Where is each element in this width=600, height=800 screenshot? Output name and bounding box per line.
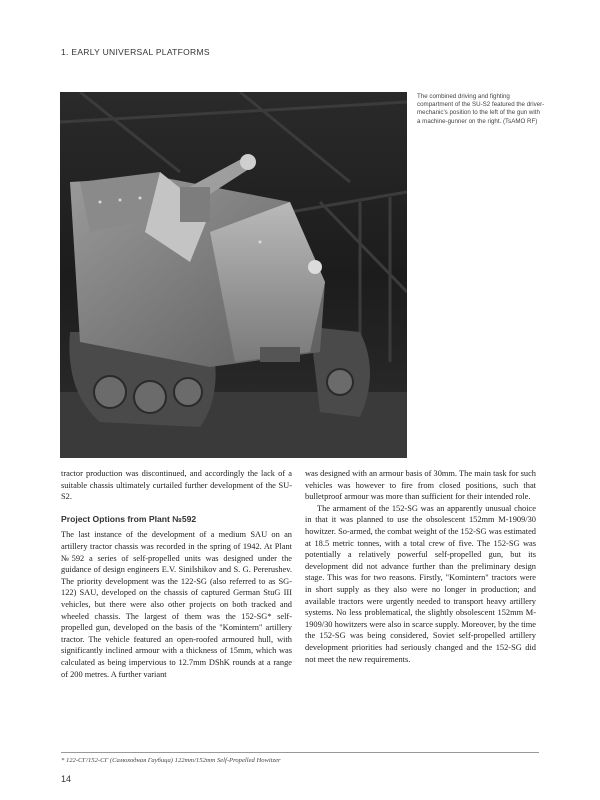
photo-caption: The combined driving and fighting compartment of the SU-S2 featured the driver-mechanic's position to the left of the gun with a machine-gunner on the right. (TsAMO RF) [417, 93, 545, 125]
intro-paragraph: tractor production was discontinued, and accordingly the lack of a suitable chassis ultimately curtailed further development of the SU-S2. [61, 469, 292, 502]
right-column [305, 468, 536, 665]
right-paragraph-2: The armament of the 152-SG was an apparently unusual choice in that it was planned to use the obsolescent 152mm M-1909/30 howitzer. So-armed, the combat weight of the 152-SG was estimated at 18.5 metric tonnes, with a total crew of five. The 152-SG was potentially a relatively powerful self-propelled gun, but its development did not advance further than the preliminary design stage. This was for two reasons. Firstly, "Komintern" tractors were in short supply as they also were no longer in production; and available tractors were urgently needed to transport heavy artillery systems. No less problematical, the slightly obsolescent 152mm M-1909/30 howitzers were also in scarce supply. Moreover, by the time the 152-SG was being considered, Soviet self-propelled artillery development priorities had seriously changed and the 152-SG did not meet the new requirements. [305, 503, 536, 664]
section-heading: Project Options from Plant №592 [61, 513, 197, 524]
footnote: * 122-СГ/152-СГ (Самоходная Гаубица) 122mm/152mm Self-Propelled Howitzer [61, 757, 281, 764]
right-paragraph-1: was designed with an armour basis of 30mm. The main task for such vehicles was however to fire from closed positions, such that bulletproof armour was more than sufficient for their intended role. [305, 469, 536, 502]
tank-photograph [60, 92, 407, 458]
running-head: 1. EARLY UNIVERSAL PLATFORMS [61, 47, 210, 57]
left-column [61, 468, 292, 680]
page-number: 14 [61, 774, 72, 784]
tank-photo-illustration [60, 92, 407, 458]
body-paragraph: The last instance of the development of a medium SAU on an artillery tractor chassis was recorded in the spring of 1942. At Plant №592 a series of self-propelled units was designed under the guidance of design engineers E.V. Sinilshikov and S. G. Pererushev. The priority development was the 122-SG (also referred to as SG-122) SAU, developed on the chassis of captured German StuG III vehicles, but there were also other projects on both tracked and wheeled chassis. The largest of them was the 152-SG* self-propelled gun, developed on the basis of the "Komintern" artillery tractor. The vehicle featured an open-roofed armoured hull, with significantly inclined armour with a thickness of 15mm, which was calculated as being impervious to 12.7mm DShK rounds at a range of 200 metres. A further variant [61, 530, 292, 679]
footnote-divider [61, 752, 539, 753]
